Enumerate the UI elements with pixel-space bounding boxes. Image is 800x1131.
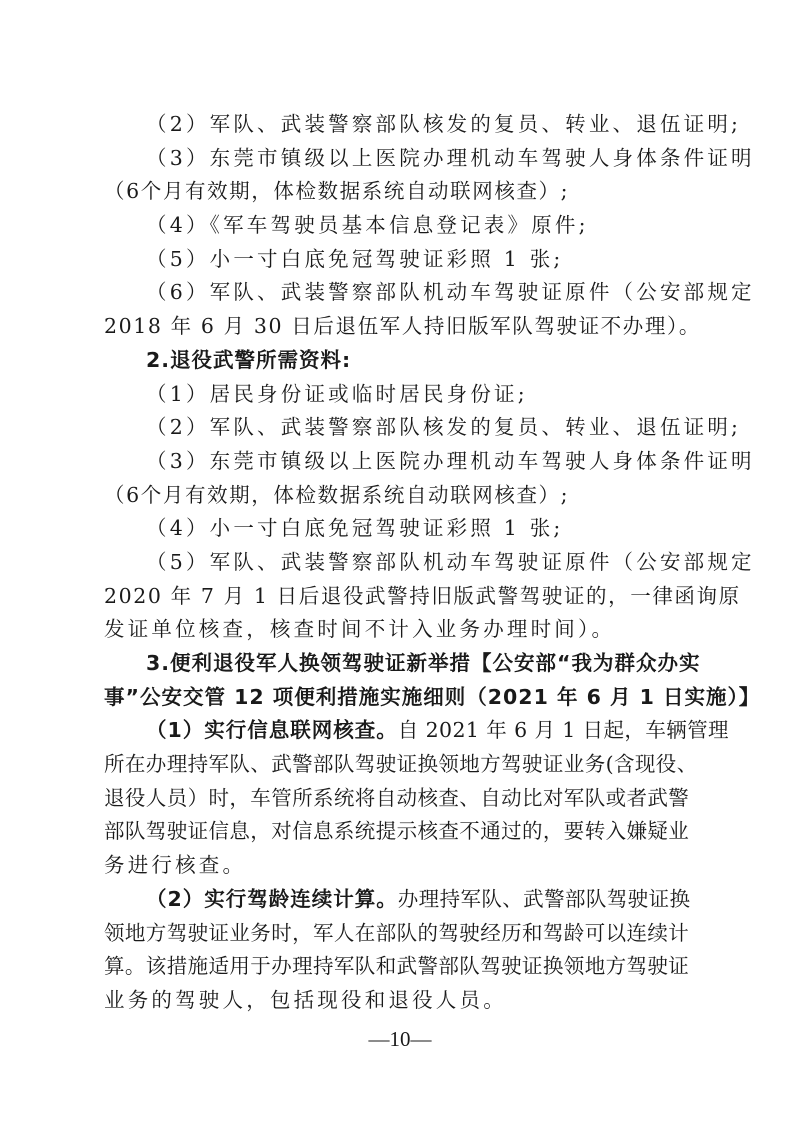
paragraph-line: 所在办理持军队、武警部队驾驶证换领地方驾驶证业务(含现役、 [104,752,698,777]
list-item-registration-form: （4）《军车驾驶员基本信息登记表》原件; [146,213,589,238]
paragraph-line: 算。该措施适用于办理持军队和武警部队驾驶证换领地方驾驶证 [104,954,690,979]
list-item-demobilization-certificate: （2）军队、武装警察部队核发的复员、转业、退伍证明; [146,415,742,440]
paragraph-line: 部队驾驶证信息，对信息系统提示核查不通过的，要转入嫌疑业 [104,819,690,844]
document-page [104,108,761,1018]
list-item-medical-certificate: （3）东莞市镇级以上医院办理机动车驾驶人身体条件证明 [146,145,755,170]
list-item-photo: （5）小一寸白底免冠驾驶证彩照 1 张; [146,246,564,271]
list-item-medical-certificate-cont: （6个月有效期，体检数据系统自动联网核查）; [104,179,570,204]
paragraph-driving-age [104,883,702,917]
section-heading-armed-police: 2.退役武警所需资料: [146,347,352,372]
paragraph-line: 领地方驾驶证业务时，军人在部队的驾驶经历和驾龄可以连续计 [104,920,690,945]
list-item-medical-certificate-cont: （6个月有效期，体检数据系统自动联网核查）; [104,482,570,507]
list-item-armed-police-license-cont: 2020 年 7 月 1 日后退役武警持旧版武警驾驶证的，一律函询原 [104,583,741,608]
section-heading-new-measures-cont: 事”公安交管 12 项便利措施实施细则（2021 年 6 月 1 日实施）】 [104,684,761,709]
paragraph-text: 办理持军队、武警部队驾驶证换 [397,886,691,911]
list-item-armed-police-license-cont2: 发证单位核查，核查时间不计入业务办理时间）。 [104,617,616,642]
list-item-military-license: （6）军队、武装警察部队机动车驾驶证原件（公安部规定 [146,280,755,305]
paragraph-line: 退役人员）时，车管所系统将自动核查、自动比对军队或者武警 [104,785,690,810]
list-item-demobilization-certificate: （2）军队、武装警察部队核发的复员、转业、退伍证明; [146,112,742,136]
paragraph-text: 自 2021 年 6 月 1 日起，车辆管理 [397,718,729,743]
list-item-armed-police-license: （5）军队、武装警察部队机动车驾驶证原件（公安部规定 [146,549,755,574]
list-item-military-license-cont: 2018 年 6 月 30 日后退伍军人持旧版军队驾驶证不办理）。 [104,314,701,339]
paragraph-lead: （1）实行信息联网核查。 [146,718,398,743]
list-item-medical-certificate: （3）东莞市镇级以上医院办理机动车驾驶人身体条件证明 [146,448,755,473]
page-number: —10— [368,1027,432,1051]
list-item-id-card: （1）居民身份证或临时居民身份证; [146,381,528,406]
paragraph-online-verification [104,714,729,748]
paragraph-line: 务进行核查。 [104,853,247,878]
list-item-photo: （4）小一寸白底免冠驾驶证彩照 1 张; [146,516,564,541]
paragraph-line: 业务的驾驶人，包括现役和退役人员。 [104,987,507,1012]
section-heading-new-measures: 3.便利退役军人换领驾驶证新举措【公安部“我为群众办实 [146,651,701,675]
paragraph-lead: （2）实行驾龄连续计算。 [146,886,398,911]
